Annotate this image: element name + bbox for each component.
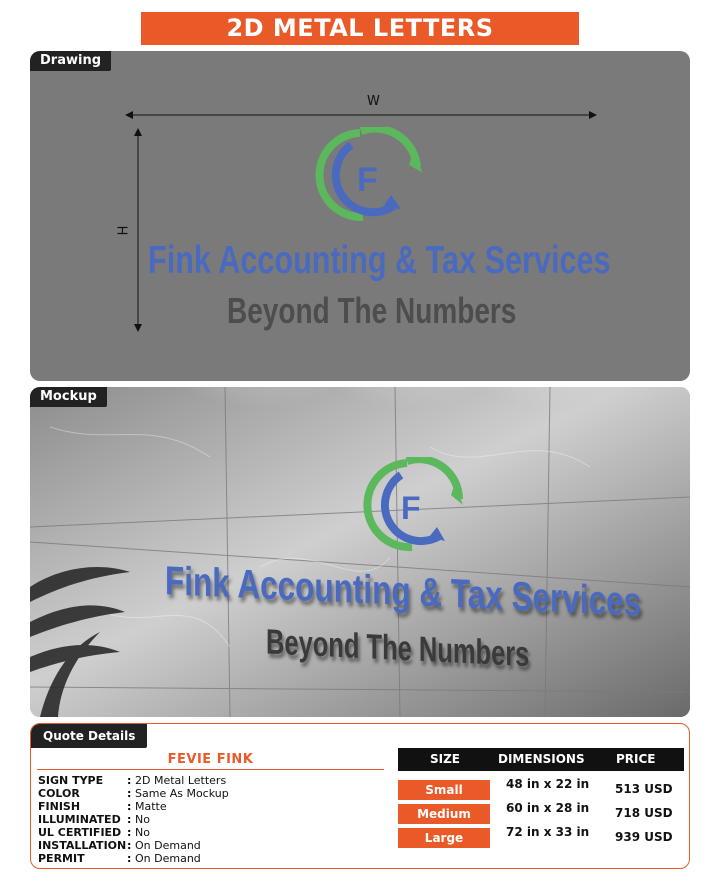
size-small-button[interactable]: Small xyxy=(398,780,490,800)
spec-key: SIGN TYPE xyxy=(38,774,104,787)
size-price: 939 USD xyxy=(615,830,673,844)
mockup-company-name: Fink Accounting & Tax Services xyxy=(165,559,642,625)
size-header: SIZE xyxy=(430,752,461,766)
spec-key: PERMIT xyxy=(38,852,85,865)
spec-value: Same As Mockup xyxy=(135,787,229,800)
sign-company-name: Fink Accounting & Tax Services xyxy=(148,239,611,282)
spec-key: INSTALLATION xyxy=(38,839,127,852)
mockup-tagline: Beyond The Numbers xyxy=(266,621,530,675)
size-row-medium xyxy=(398,801,684,824)
dimensions-header: DIMENSIONS xyxy=(498,752,585,766)
spec-key: COLOR xyxy=(38,787,80,800)
spec-key: FINISH xyxy=(38,800,81,813)
drawing-panel xyxy=(30,51,690,381)
size-price: 718 USD xyxy=(615,806,673,820)
divider xyxy=(37,769,384,770)
drawing-tag: Drawing xyxy=(30,51,111,71)
spec-value: No xyxy=(135,813,150,826)
mockup-logo-icon xyxy=(357,457,467,557)
quote-details-panel: Quote Details FEVIE FINK SIGN TYPE : 2D Metal Letters COLOR : Same As Mockup FINISH : Matte ILLUMINATED : No UL CERTIFIED : No INSTALLATION : On Demand PERMIT : On Demand SIZE DIMENSIONS PRICE Small 48 in x 22 in 513 USD Medium 60 in x 28 in 718 USD Large 72 in x 33 in 939 USD xyxy=(30,723,690,869)
size-dimensions: 72 in x 33 in xyxy=(506,825,590,839)
mockup-panel xyxy=(30,387,690,717)
size-table-header xyxy=(398,748,684,771)
page-title: 2D METAL LETTERS xyxy=(141,12,579,45)
spec-value: On Demand xyxy=(135,839,201,852)
client-name: FEVIE FINK xyxy=(167,752,254,767)
size-row-large xyxy=(398,825,684,848)
price-header: PRICE xyxy=(616,752,656,766)
spec-key: UL CERTIFIED xyxy=(38,826,122,839)
mockup-tag: Mockup xyxy=(30,387,107,407)
spec-key: ILLUMINATED xyxy=(38,813,121,826)
spec-value: 2D Metal Letters xyxy=(135,774,227,787)
spec-value: On Demand xyxy=(135,852,201,865)
mockup-logo-letter: F xyxy=(401,490,421,526)
height-label: H xyxy=(116,225,132,236)
logo-letter: F xyxy=(357,161,378,199)
size-row-small xyxy=(398,777,684,800)
width-label: W xyxy=(367,94,380,109)
spec-value: Matte xyxy=(135,800,167,813)
logo-icon xyxy=(305,127,425,227)
size-large-button[interactable]: Large xyxy=(398,828,490,848)
sign-tagline: Beyond The Numbers xyxy=(227,291,517,331)
quote-tag: Quote Details xyxy=(31,724,147,748)
size-medium-button[interactable]: Medium xyxy=(398,804,490,824)
size-dimensions: 60 in x 28 in xyxy=(506,801,590,815)
size-dimensions: 48 in x 22 in xyxy=(506,777,590,791)
spec-value: No xyxy=(135,826,150,839)
size-price: 513 USD xyxy=(615,782,673,796)
